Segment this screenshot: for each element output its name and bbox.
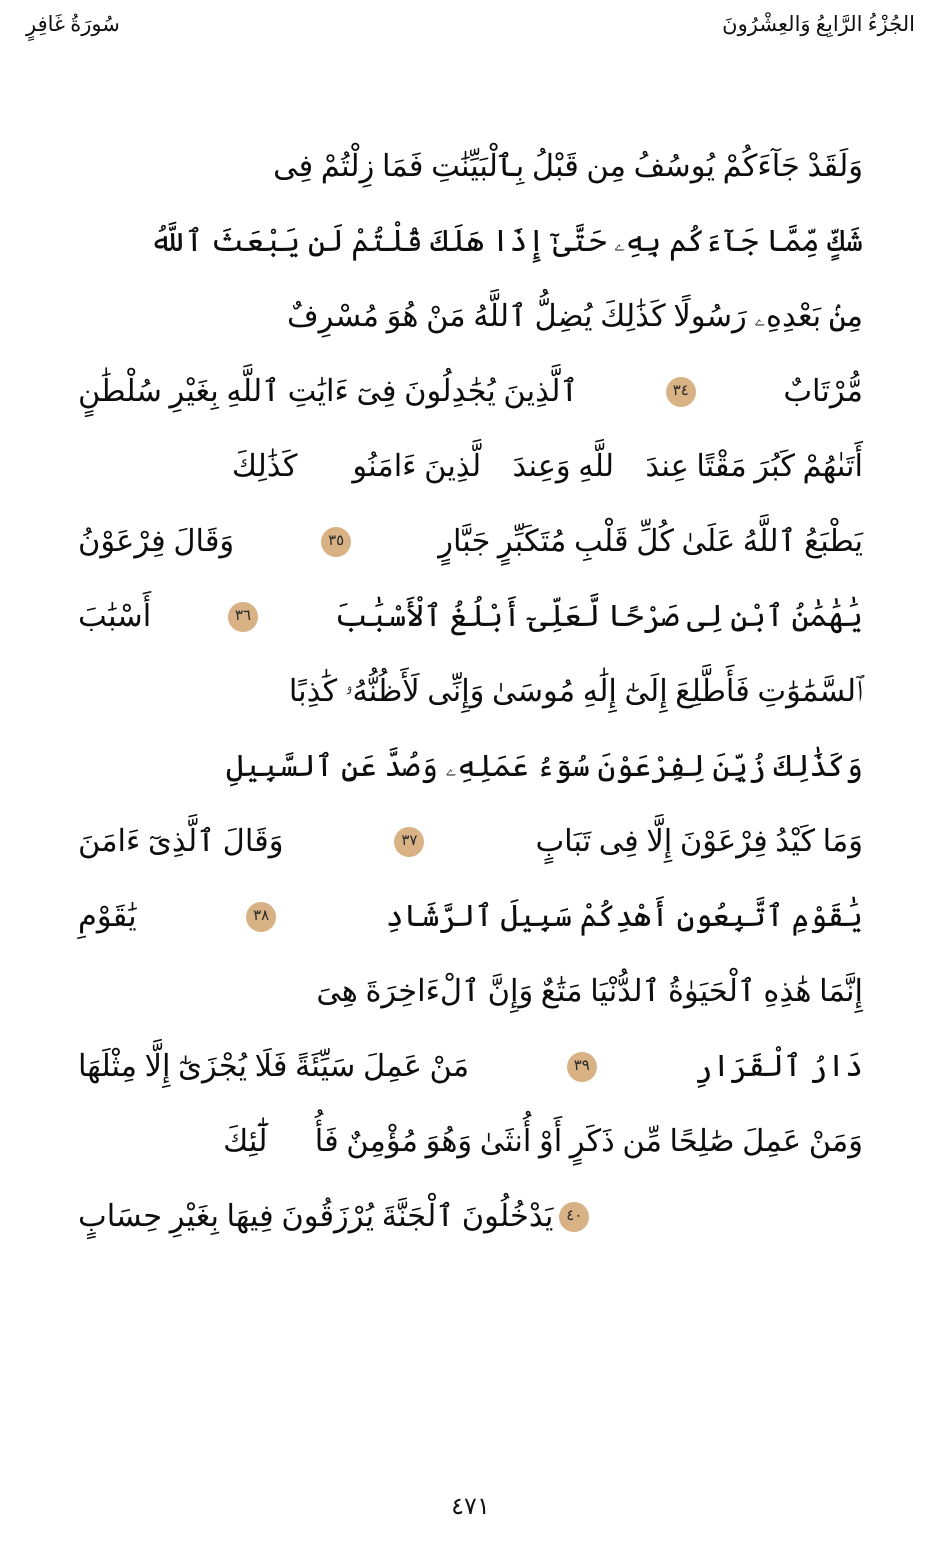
- frame-scallop: [918, 1121, 936, 1139]
- frame-scallop: [918, 593, 936, 611]
- frame-scallop: [918, 175, 936, 193]
- frame-scallop: [5, 1429, 23, 1447]
- frame-scallop: [918, 351, 936, 369]
- frame-scallop: [269, 1442, 287, 1460]
- frame-scallop: [5, 153, 23, 171]
- ayah-text: يَدْخُلُونَ ٱلْجَنَّةَ يُرْزَقُونَ فِيهَا بِغَيْرِ حِسَابٍ: [78, 1199, 554, 1234]
- frame-scallop: [5, 483, 23, 501]
- frame-scallop: [918, 1275, 936, 1293]
- frame-scallop: [918, 219, 936, 237]
- frame-scallop: [181, 1442, 199, 1460]
- frame-scallop: [918, 879, 936, 897]
- frame-scallop: [918, 527, 936, 545]
- frame-scallop: [5, 175, 23, 193]
- frame-scallop: [5, 879, 23, 897]
- frame-scallop: [621, 1442, 639, 1460]
- frame-scallop: [5, 1209, 23, 1227]
- frame-scallop: [5, 219, 23, 237]
- frame-scallop: [5, 1055, 23, 1073]
- frame-scallop: [5, 901, 23, 919]
- frame-scallop: [687, 1442, 705, 1460]
- frame-scallop: [918, 65, 936, 83]
- frame-scallop: [49, 43, 67, 61]
- frame-scallop: [291, 43, 309, 61]
- frame-scallop: [918, 109, 936, 127]
- frame-scallop: [918, 505, 936, 523]
- frame-scallop: [5, 131, 23, 149]
- frame-scallop: [159, 43, 177, 61]
- frame-scallop: [918, 417, 936, 435]
- frame-scallop: [753, 1442, 771, 1460]
- frame-scallop: [918, 725, 936, 743]
- frame-scallop: [918, 945, 936, 963]
- frame-scallop: [401, 43, 419, 61]
- ayah-text: أَتَىٰهُمْ كَبُرَ مَقْتًا عِندَ ٱللَّهِ وَعِندَ ٱلَّذِينَ ءَامَنُوا۟ كَذَٰلِكَ: [231, 449, 863, 484]
- ayah-text: دَارُ ٱلْقَرَارِ: [694, 1049, 863, 1084]
- frame-scallop: [5, 439, 23, 457]
- frame-scallop: [225, 43, 243, 61]
- frame-scallop: [137, 1442, 155, 1460]
- frame-scallop: [918, 1033, 936, 1051]
- frame-scallop: [918, 615, 936, 633]
- frame-scallop: [5, 263, 23, 281]
- frame-scallop: [621, 43, 639, 61]
- frame-scallop: [467, 1442, 485, 1460]
- frame-scallop: [599, 1442, 617, 1460]
- frame-scallop: [918, 659, 936, 677]
- frame-scallop: [577, 43, 595, 61]
- frame-scallop: [918, 439, 936, 457]
- frame-scallop: [918, 1165, 936, 1183]
- frame-scallop: [269, 43, 287, 61]
- frame-scallop: [533, 1442, 551, 1460]
- frame-scallop: [5, 1099, 23, 1117]
- frame-scallop: [489, 43, 507, 61]
- frame-scallop: [753, 43, 771, 61]
- frame-scallop: [5, 1275, 23, 1293]
- frame-scallop: [423, 43, 441, 61]
- frame-scallop: [313, 43, 331, 61]
- frame-scallop: [5, 109, 23, 127]
- frame-scallop: [379, 43, 397, 61]
- frame-scallop: [918, 1297, 936, 1315]
- ayah-text: وَمَنْ عَمِلَ صَٰلِحًا مِّن ذَكَرٍ أَوْ أُنثَىٰ وَهُوَ مُؤْمِنٌ فَأُو۟لَٰٓئِكَ: [223, 1124, 863, 1159]
- verse-number-marker: ٣٦: [228, 602, 258, 632]
- frame-scallop: [918, 285, 936, 303]
- frame-scallop: [5, 659, 23, 677]
- frame-scallop: [918, 549, 936, 567]
- ayah-text: ٱلسَّمَٰوَٰتِ فَأَطَّلِعَ إِلَىٰٓ إِلَٰهِ مُوسَىٰ وَإِنِّى لَأَظُنُّهُۥ كَٰذِبًا: [288, 674, 863, 709]
- frame-scallop: [918, 1407, 936, 1425]
- frame-scallop: [643, 1442, 661, 1460]
- frame-scallop: [918, 241, 936, 259]
- frame-scallop: [5, 197, 23, 215]
- frame-scallop: [665, 43, 683, 61]
- frame-scallop: [5, 1011, 23, 1029]
- frame-scallop: [841, 1442, 859, 1460]
- frame-scallop: [225, 1442, 243, 1460]
- frame-scallop: [731, 1442, 749, 1460]
- frame-scallop: [5, 1319, 23, 1337]
- frame-scallop: [5, 43, 23, 61]
- frame-scallop: [5, 241, 23, 259]
- page-header: [0, 6, 941, 44]
- frame-scallop: [918, 791, 936, 809]
- frame-scallop: [918, 1077, 936, 1095]
- frame-scallop: [665, 1442, 683, 1460]
- ayah-line: [78, 1029, 863, 1104]
- frame-scallop: [918, 1011, 936, 1029]
- frame-scallop: [918, 637, 936, 655]
- frame-scallop: [5, 835, 23, 853]
- verse-number-marker: ٣٧: [394, 827, 424, 857]
- frame-scallop: [918, 769, 936, 787]
- frame-scallop: [643, 43, 661, 61]
- frame-scallop: [533, 43, 551, 61]
- frame-scallop: [379, 1442, 397, 1460]
- frame-scallop: [918, 1363, 936, 1381]
- frame-scallop: [918, 681, 936, 699]
- frame-scallop: [5, 351, 23, 369]
- frame-scallop: [918, 197, 936, 215]
- ayah-text: وَمَا كَيْدُ فِرْعَوْنَ إِلَّا فِى تَبَابٍ: [535, 824, 863, 859]
- frame-scallop: [5, 1033, 23, 1051]
- ayah-line: [78, 129, 863, 204]
- ayah-text: مُّرْتَابٌ: [783, 374, 863, 409]
- frame-scallop: [918, 989, 936, 1007]
- frame-scallop: [5, 637, 23, 655]
- ayah-line: [78, 1104, 863, 1179]
- frame-scallop: [918, 923, 936, 941]
- frame-scallop: [918, 1231, 936, 1249]
- frame-scallop: [357, 43, 375, 61]
- ayah-text: وَلَقَدْ جَآءَكُمْ يُوسُفُ مِن قَبْلُ بِٱلْبَيِّنَٰتِ فَمَا زِلْتُمْ فِى: [273, 149, 863, 184]
- frame-scallop: [918, 813, 936, 831]
- frame-scallop: [918, 373, 936, 391]
- frame-scallop: [467, 43, 485, 61]
- verse-number-marker: ٤٠: [559, 1202, 589, 1232]
- frame-scallop: [291, 1442, 309, 1460]
- frame-scallop: [918, 901, 936, 919]
- verse-number-marker: ٣٥: [321, 527, 351, 557]
- frame-scallop: [918, 307, 936, 325]
- frame-scallop: [5, 857, 23, 875]
- frame-scallop: [445, 43, 463, 61]
- frame-scallop: [863, 1442, 881, 1460]
- frame-scallop: [5, 1363, 23, 1381]
- frame-scallop: [511, 43, 529, 61]
- ayah-line: [78, 429, 863, 504]
- frame-scallop: [5, 725, 23, 743]
- frame-scallop: [5, 593, 23, 611]
- frame-scallop: [918, 131, 936, 149]
- ayah-text: وَقَالَ فِرْعَوْنُ: [78, 524, 235, 559]
- ayah-text: يَطْبَعُ ٱللَّهُ عَلَىٰ كُلِّ قَلْبِ مُتَكَبِّرٍ جَبَّارٍ: [438, 524, 863, 559]
- frame-scallop: [5, 285, 23, 303]
- ayah-line: [78, 579, 863, 654]
- frame-scallop: [27, 1442, 45, 1460]
- ayah-text: ٱلَّذِينَ يُجَٰدِلُونَ فِىٓ ءَايَٰتِ ٱللَّهِ بِغَيْرِ سُلْطَٰنٍ: [78, 374, 579, 409]
- frame-scallop: [5, 813, 23, 831]
- frame-scallop: [159, 1442, 177, 1460]
- frame-scallop: [5, 703, 23, 721]
- frame-scallop: [115, 1442, 133, 1460]
- frame-scallop: [247, 43, 265, 61]
- frame-scallop: [71, 43, 89, 61]
- frame-scallop: [5, 65, 23, 83]
- frame-scallop: [423, 1442, 441, 1460]
- frame-scallop: [5, 549, 23, 567]
- page-number: ٤٧١: [451, 1494, 490, 1520]
- frame-scallop: [918, 1099, 936, 1117]
- frame-scallop: [918, 395, 936, 413]
- frame-scallop: [555, 43, 573, 61]
- frame-scallop: [918, 1253, 936, 1271]
- frame-scallop: [5, 1187, 23, 1205]
- ayah-text: يَٰهَٰمَٰنُ ٱبْنِ لِى صَرْحًا لَّعَلِّىٓ أَبْلُغُ ٱلْأَسْبَٰبَ: [334, 599, 863, 634]
- frame-scallop: [357, 1442, 375, 1460]
- frame-scallop: [819, 1442, 837, 1460]
- frame-scallop: [445, 1442, 463, 1460]
- frame-scallop: [577, 1442, 595, 1460]
- frame-scallop: [5, 1341, 23, 1359]
- juz-label: الجُزْءُ الرَّابِعُ وَالعِشْرُونَ: [722, 12, 915, 37]
- frame-scallop: [5, 87, 23, 105]
- frame-scallop: [918, 747, 936, 765]
- ayah-text: أَسْبَٰبَ: [78, 599, 152, 634]
- frame-scallop: [5, 681, 23, 699]
- ayah-line: [78, 879, 863, 954]
- quran-text-body: [56, 115, 885, 1393]
- frame-scallop: [5, 417, 23, 435]
- ayah-text: إِنَّمَا هَٰذِهِ ٱلْحَيَوٰةُ ٱلدُّنْيَا مَتَٰعٌ وَإِنَّ ٱلْءَاخِرَةَ هِىَ: [316, 974, 863, 1009]
- ayah-line: [78, 504, 863, 579]
- frame-scallop: [918, 87, 936, 105]
- frame-scallop: [5, 945, 23, 963]
- frame-scallop: [775, 43, 793, 61]
- frame-scallop: [5, 615, 23, 633]
- frame-scallop: [137, 43, 155, 61]
- frame-scallop: [5, 373, 23, 391]
- frame-scallop: [885, 1442, 903, 1460]
- frame-scallop: [247, 1442, 265, 1460]
- frame-scallop: [5, 1165, 23, 1183]
- ayah-text: شَكٍّ مِّمَّا جَآءَكُم بِهِۦ حَتَّىٰٓ إِذَا هَلَكَ قُلْتُمْ لَن يَبْعَثَ ٱللَّهُ: [149, 224, 863, 259]
- frame-scallop: [93, 1442, 111, 1460]
- frame-scallop: [918, 835, 936, 853]
- frame-scallop: [797, 43, 815, 61]
- ayah-line: [78, 279, 863, 354]
- frame-scallop: [918, 1319, 936, 1337]
- verse-number-marker: ٣٨: [246, 902, 276, 932]
- verse-number-marker: ٣٩: [567, 1052, 597, 1082]
- frame-scallop: [49, 1442, 67, 1460]
- frame-scallop: [555, 1442, 573, 1460]
- frame-scallop: [5, 1253, 23, 1271]
- frame-scallop: [709, 43, 727, 61]
- frame-scallop: [5, 571, 23, 589]
- frame-scallop: [918, 263, 936, 281]
- frame-scallop: [5, 1143, 23, 1161]
- frame-scallop: [918, 1385, 936, 1403]
- frame-scallop: [918, 461, 936, 479]
- frame-scallop: [709, 1442, 727, 1460]
- frame-scallop: [819, 43, 837, 61]
- frame-scallop: [599, 43, 617, 61]
- frame-scallop: [918, 967, 936, 985]
- frame-scallop: [885, 43, 903, 61]
- frame-scallop: [5, 1385, 23, 1403]
- ayah-line: [78, 954, 863, 1029]
- frame-scallop: [918, 1209, 936, 1227]
- frame-scallop: [5, 527, 23, 545]
- frame-scallop: [775, 1442, 793, 1460]
- frame-scallop: [5, 769, 23, 787]
- surah-label: سُورَةُ غَافِرٍ: [26, 12, 120, 37]
- ayah-line: [78, 354, 863, 429]
- frame-scallop: [5, 329, 23, 347]
- frame-scallop: [687, 43, 705, 61]
- ayah-text: يَٰقَوْمِ: [78, 899, 137, 934]
- ayah-line: [78, 804, 863, 879]
- frame-scallop: [918, 153, 936, 171]
- frame-scallop: [5, 395, 23, 413]
- frame-scallop: [5, 967, 23, 985]
- frame-scallop: [5, 1297, 23, 1315]
- ayah-text: وَقَالَ ٱلَّذِىٓ ءَامَنَ: [78, 824, 284, 859]
- frame-scallop: [203, 1442, 221, 1460]
- frame-scallop: [5, 1407, 23, 1425]
- frame-scallop: [181, 43, 199, 61]
- frame-scallop: [5, 747, 23, 765]
- ayah-text: وَكَذَٰلِكَ زُيِّنَ لِفِرْعَوْنَ سُوٓءُ عَمَلِهِۦ وَصُدَّ عَنِ ٱلسَّبِيلِ: [226, 749, 863, 784]
- frame-scallop: [918, 1055, 936, 1073]
- ayah-text: مِنۢ بَعْدِهِۦ رَسُولًا كَذَٰلِكَ يُضِلُّ ٱللَّهُ مَنْ هُوَ مُسْرِفٌ: [287, 299, 863, 334]
- frame-scallop: [918, 329, 936, 347]
- frame-scallop: [5, 1077, 23, 1095]
- frame-scallop: [5, 1231, 23, 1249]
- frame-scallop: [918, 483, 936, 501]
- frame-scallop: [918, 857, 936, 875]
- frame-scallop: [918, 703, 936, 721]
- frame-scallop: [918, 1187, 936, 1205]
- frame-scallop: [489, 1442, 507, 1460]
- frame-scallop: [918, 1143, 936, 1161]
- frame-scallop: [71, 1442, 89, 1460]
- verse-number-marker: ٣٤: [666, 377, 696, 407]
- frame-scallop: [5, 307, 23, 325]
- frame-scallop: [5, 791, 23, 809]
- frame-scallop: [335, 1442, 353, 1460]
- frame-scallop: [511, 1442, 529, 1460]
- frame-scallop: [5, 989, 23, 1007]
- frame-scallop: [93, 43, 111, 61]
- frame-scallop: [918, 571, 936, 589]
- frame-scallop: [5, 505, 23, 523]
- frame-scallop: [918, 43, 936, 61]
- frame-scallop: [918, 1341, 936, 1359]
- frame-scallop: [5, 461, 23, 479]
- ayah-line: [78, 654, 863, 729]
- frame-scallop: [731, 43, 749, 61]
- frame-scallop: [841, 43, 859, 61]
- ayah-line: [78, 1179, 863, 1254]
- frame-scallop: [27, 43, 45, 61]
- ayah-text: يَٰقَوْمِ ٱتَّبِعُونِ أَهْدِكُمْ سَبِيلَ ٱلرَّشَادِ: [385, 899, 863, 934]
- frame-scallop: [335, 43, 353, 61]
- frame-scallop: [918, 1429, 936, 1447]
- frame-scallop: [5, 923, 23, 941]
- frame-scallop: [203, 43, 221, 61]
- frame-scallop: [401, 1442, 419, 1460]
- ayah-line: [78, 204, 863, 279]
- ayah-line: [78, 729, 863, 804]
- ayah-text: مَنْ عَمِلَ سَيِّئَةً فَلَا يُجْزَىٰٓ إِلَّا مِثْلَهَا: [78, 1049, 470, 1084]
- frame-scallop: [313, 1442, 331, 1460]
- frame-scallop: [863, 43, 881, 61]
- frame-scallop: [5, 1121, 23, 1139]
- frame-scallop: [797, 1442, 815, 1460]
- frame-scallop: [115, 43, 133, 61]
